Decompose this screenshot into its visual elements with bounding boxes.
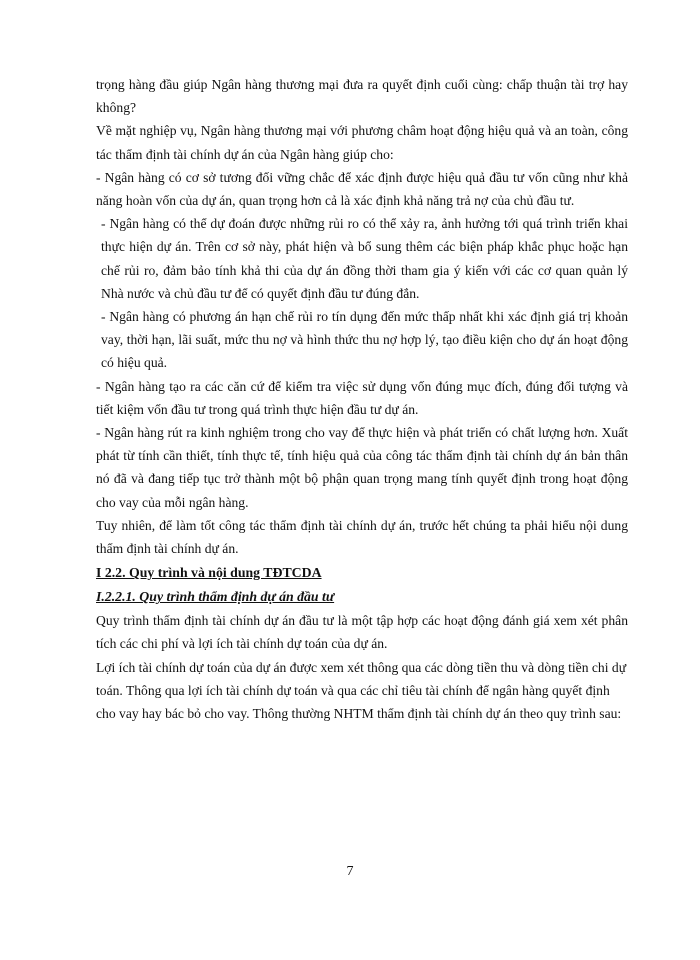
bullet-paragraph-5: - Ngân hàng rút ra kinh nghiệm trong cho vay để thực hiện và phát triển có chất lượng hơn. Xuất phát từ tính cần thiết, tính thực tế, tính hiệu quả của công tác thẩm định tài chính dự án bản thân nó đã và đang tiếp tục trở thành một bộ phận quan trọng mang tính quyết định trong hoạt động cho vay của mỗi ngân hàng.: [96, 425, 628, 510]
bullet-paragraph-3: - Ngân hàng có phương án hạn chế rủi ro tín dụng đến mức thấp nhất khi xác định giá trị khoản vay, thời hạn, lãi suất, mức thu nợ và hình thức thu nợ hợp lý, tạo điều kiện cho dự án hoạt động có hiệu quả.: [101, 309, 628, 371]
bullet-paragraph-1: - Ngân hàng có cơ sở tương đối vững chắc để xác định được hiệu quả đầu tư vốn cũng như khả năng hoàn vốn của dự án, quan trọng hơn cả là xác định khả năng trả nợ của chủ đầu tư.: [96, 169, 628, 209]
bullet-paragraph-4: - Ngân hàng tạo ra các căn cứ để kiểm tra việc sử dụng vốn đúng mục đích, đúng đối tượng và tiết kiệm vốn đầu tư trong quá trình thực hiện đầu tư dự án.: [96, 378, 628, 417]
paragraph-3: Tuy nhiên, để làm tốt công tác thẩm định tài chính dự án, trước hết chúng ta phải hiểu nội dung thẩm định tài chính dự án.: [96, 517, 628, 557]
paragraph-4: Quy trình thẩm định tài chính dự án đầu tư là một tập hợp các hoạt động đánh giá xem xét phân tích các chi phí và lợi ích tài chính dự toán của dự án.: [96, 613, 628, 652]
page-number: 7: [346, 864, 354, 879]
subsection-heading: I.2.2.1. Quy trình thẩm định dự án đầu tư: [96, 589, 335, 605]
bullet-paragraph-2: - Ngân hàng có thể dự đoán được những rủi ro có thể xảy ra, ảnh hưởng tới quá trình triển khai thực hiện dự án. Trên cơ sở này, phát hiện và bổ sung thêm các biện pháp khắc phục hoặc hạn chế rủi ro, đảm bảo tính khả thi của dự án đồng thời tham gia ý kiến với các cơ quan quản lý Nhà nước và chủ đầu tư để có quyết định đầu tư đúng đắn.: [101, 216, 628, 301]
page-content: [96, 73, 628, 725]
paragraph-5: Lợi ích tài chính dự toán của dự án được xem xét thông qua các dòng tiền thu và dòng tiền chi dự toán. Thông qua lợi ích tài chính dự toán và qua các chỉ tiêu tài chính để ngân hàng quyết định cho vay hay bác bỏ cho vay. Thông thường NHTM thẩm định tài chính dự án theo quy trình sau:: [96, 659, 627, 722]
paragraph-1: trọng hàng đầu giúp Ngân hàng thương mại đưa ra quyết định cuối cùng: chấp thuận tài trợ hay không?: [96, 77, 628, 116]
paragraph-2: Về mặt nghiệp vụ, Ngân hàng thương mại với phương châm hoạt động hiệu quả và an toàn, công tác thẩm định tài chính dự án của Ngân hàng giúp cho:: [96, 123, 628, 162]
section-heading: I 2.2. Quy trình và nội dung TĐTCDA: [96, 565, 322, 581]
